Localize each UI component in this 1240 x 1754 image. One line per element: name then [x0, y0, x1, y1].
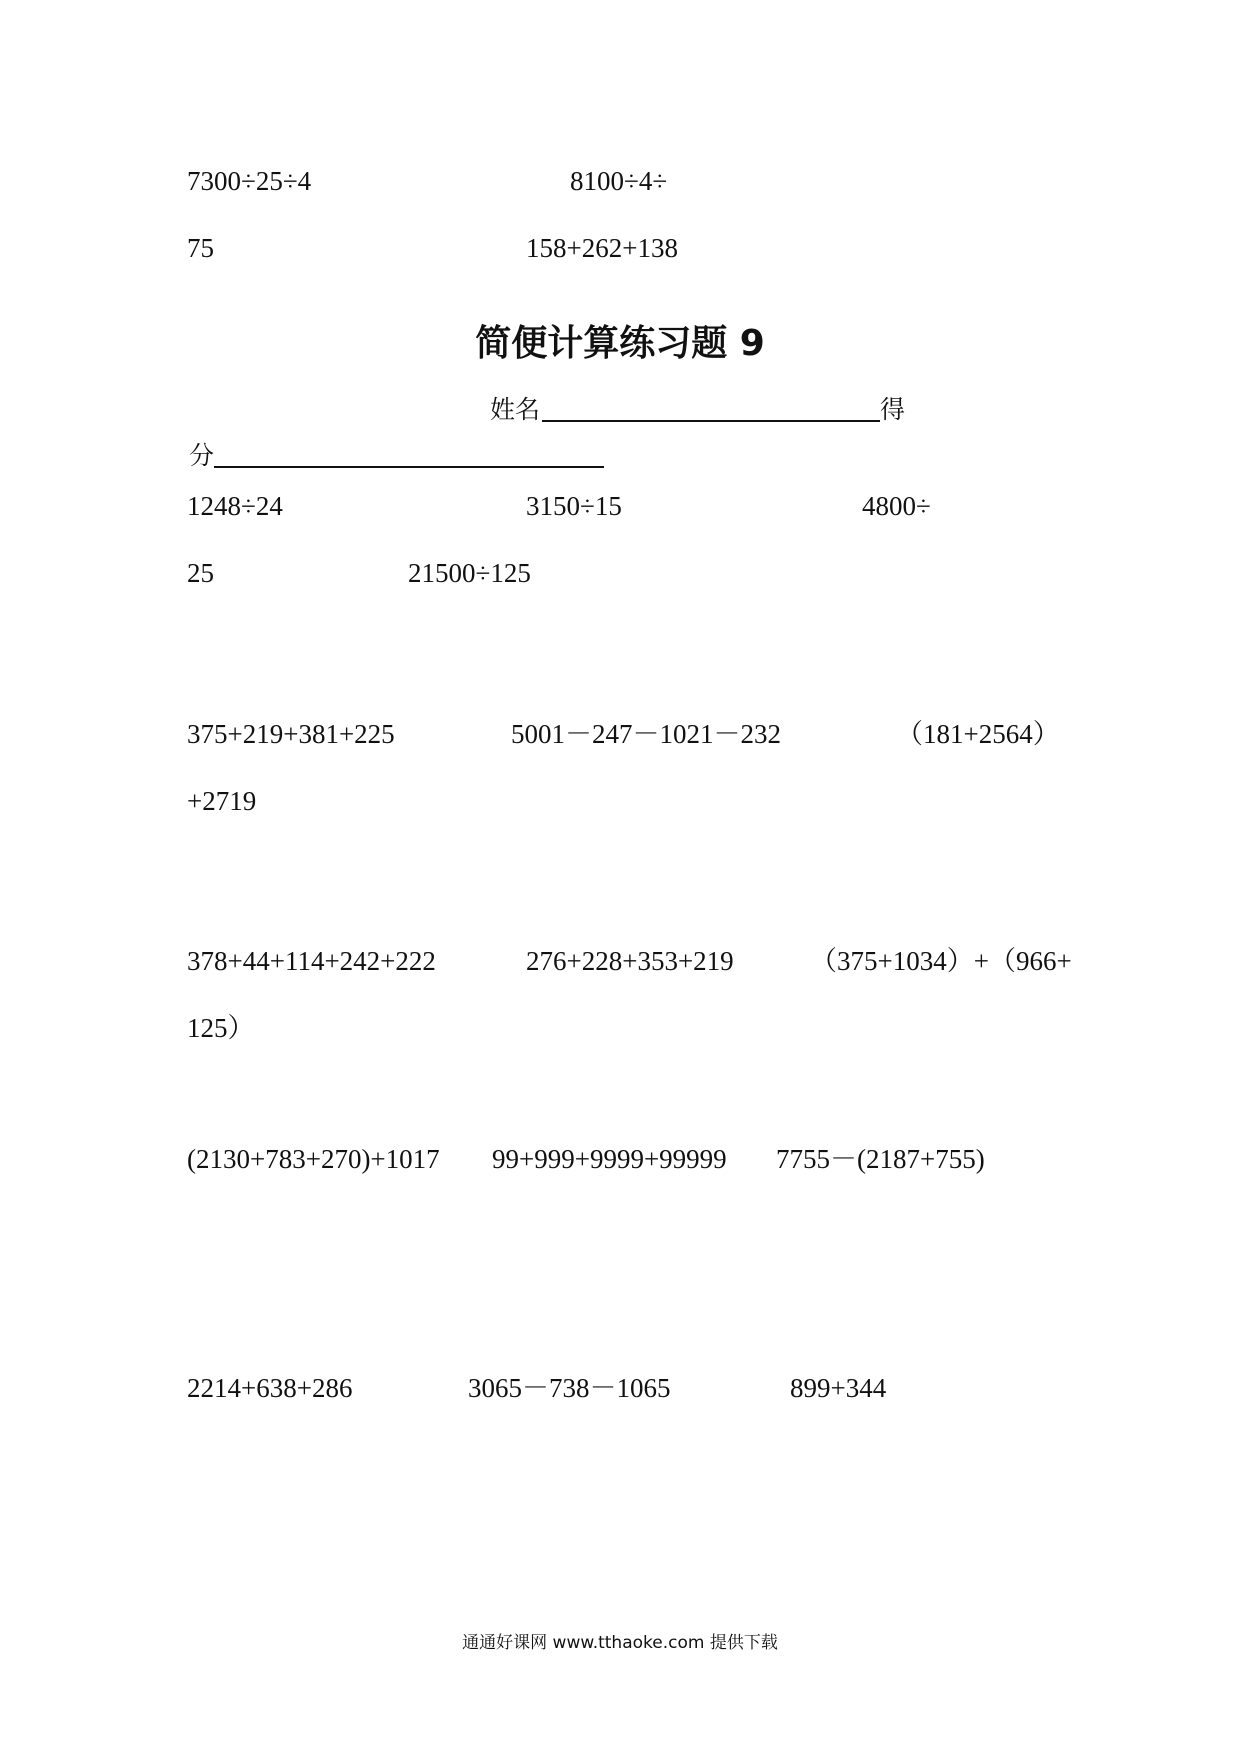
- problem-375-sum: 375+219+381+225: [187, 719, 395, 749]
- problem-181-sum: （181+2564）: [896, 719, 1060, 749]
- problem-899-sum: 899+344: [790, 1373, 887, 1403]
- name-underline: [542, 420, 880, 422]
- problem-21500-div: 21500÷125: [408, 558, 531, 588]
- problem-4800-div: 4800÷: [862, 491, 931, 521]
- problem-3150-div: 3150÷15: [526, 491, 622, 521]
- score-label-part1: 得: [880, 395, 906, 424]
- footer-text: 通通好课网 www.tthaoke.com 提供下载: [462, 1633, 778, 1653]
- problem-99-sum: 99+999+9999+99999: [492, 1144, 727, 1174]
- problem-8100-div: 8100÷4÷: [570, 166, 668, 196]
- problem-continuation-25: 25: [187, 558, 214, 588]
- problem-3065-sub: 3065－738－1065: [468, 1373, 671, 1403]
- score-label-part2: 分: [189, 441, 215, 470]
- problem-1248-div: 1248÷24: [187, 491, 283, 521]
- problem-continuation-75: 75: [187, 233, 214, 263]
- problem-276-sum: 276+228+353+219: [526, 946, 734, 976]
- problem-158-sum: 158+262+138: [526, 233, 678, 263]
- name-label: 姓名: [490, 395, 541, 424]
- problem-2130-sum: (2130+783+270)+1017: [187, 1144, 440, 1174]
- problem-continuation-2719: +2719: [187, 786, 257, 816]
- problem-5001-sub: 5001－247－1021－232: [511, 719, 781, 749]
- page-title: 简便计算练习题 9: [475, 323, 765, 364]
- problem-375-1034-sum: （375+1034）+（966+: [810, 946, 1072, 976]
- problem-2214-sum: 2214+638+286: [187, 1373, 353, 1403]
- score-underline: [214, 466, 604, 468]
- problem-continuation-125: 125）: [187, 1013, 255, 1043]
- problem-378-sum: 378+44+114+242+222: [187, 946, 436, 976]
- problem-7300-div: 7300÷25÷4: [187, 166, 312, 196]
- problem-7755-sub: 7755－(2187+755): [776, 1144, 985, 1174]
